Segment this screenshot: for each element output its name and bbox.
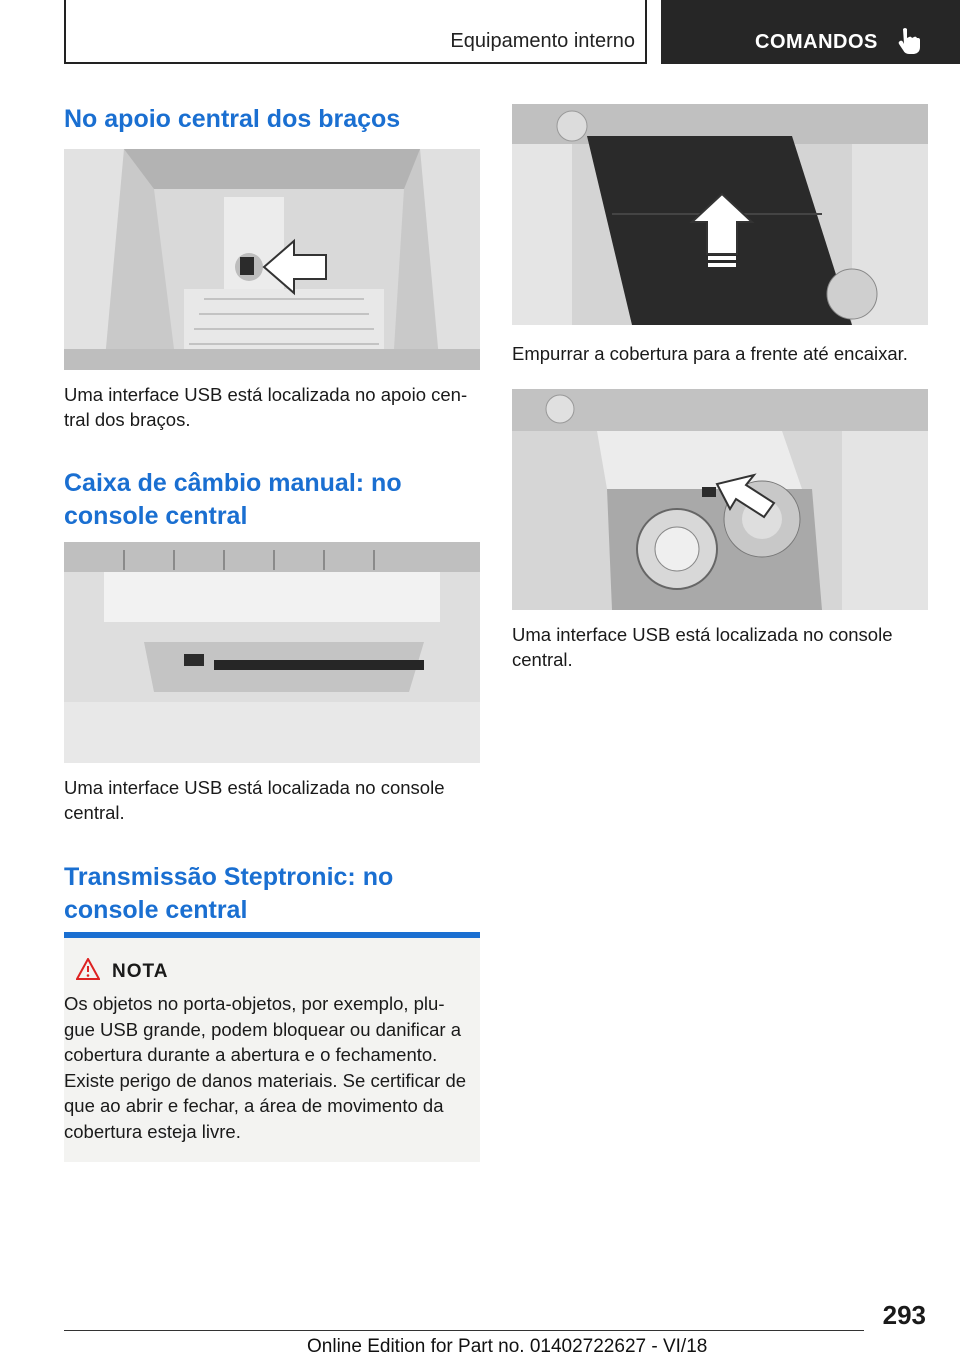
steptronic-cover-image xyxy=(512,104,928,325)
caption-steptronic-usb: Uma interface USB está localizada no console central. xyxy=(512,624,893,670)
caption-cover: Empurrar a cobertura para a frente até encaixar. xyxy=(512,343,908,364)
heading-manual-gearbox: Caixa de câmbio manual: no console central xyxy=(64,469,402,530)
caption-manual-console: Uma interface USB está localizada no console central. xyxy=(64,777,445,823)
warning-triangle-icon xyxy=(76,958,100,980)
caption-armrest: Uma interface USB está localizada no apoio cen‐ tral dos braços. xyxy=(64,384,468,430)
steptronic-usb-image xyxy=(512,389,928,610)
heading-steptronic: Transmissão Steptronic: no console central xyxy=(64,863,394,924)
footer-divider xyxy=(64,1330,864,1331)
manual-console-usb-image xyxy=(64,542,480,763)
footer-edition: Online Edition for Part no. 01402722627 - VI/18 xyxy=(307,1336,708,1357)
header-section-title: Equipamento interno xyxy=(450,30,635,52)
note-text: Os objetos no porta-objetos, por exemplo, plu‐ gue USB grande, podem bloquear ou danificar a cobertura durante a abertura e o fechamento. Existe perigo de danos materiais. Se certificar de que ao abrir e fechar, a área de movimento da cobertura esteja livre. xyxy=(64,993,467,1142)
armrest-usb-image xyxy=(64,149,480,370)
header-section-box xyxy=(64,0,647,64)
heading-armrest: No apoio central dos braços xyxy=(64,105,401,133)
note-title: NOTA xyxy=(112,961,169,982)
header-chapter-title: COMANDOS xyxy=(755,31,878,53)
hand-pointer-icon xyxy=(895,27,921,55)
page-number: 293 xyxy=(882,1300,926,1330)
